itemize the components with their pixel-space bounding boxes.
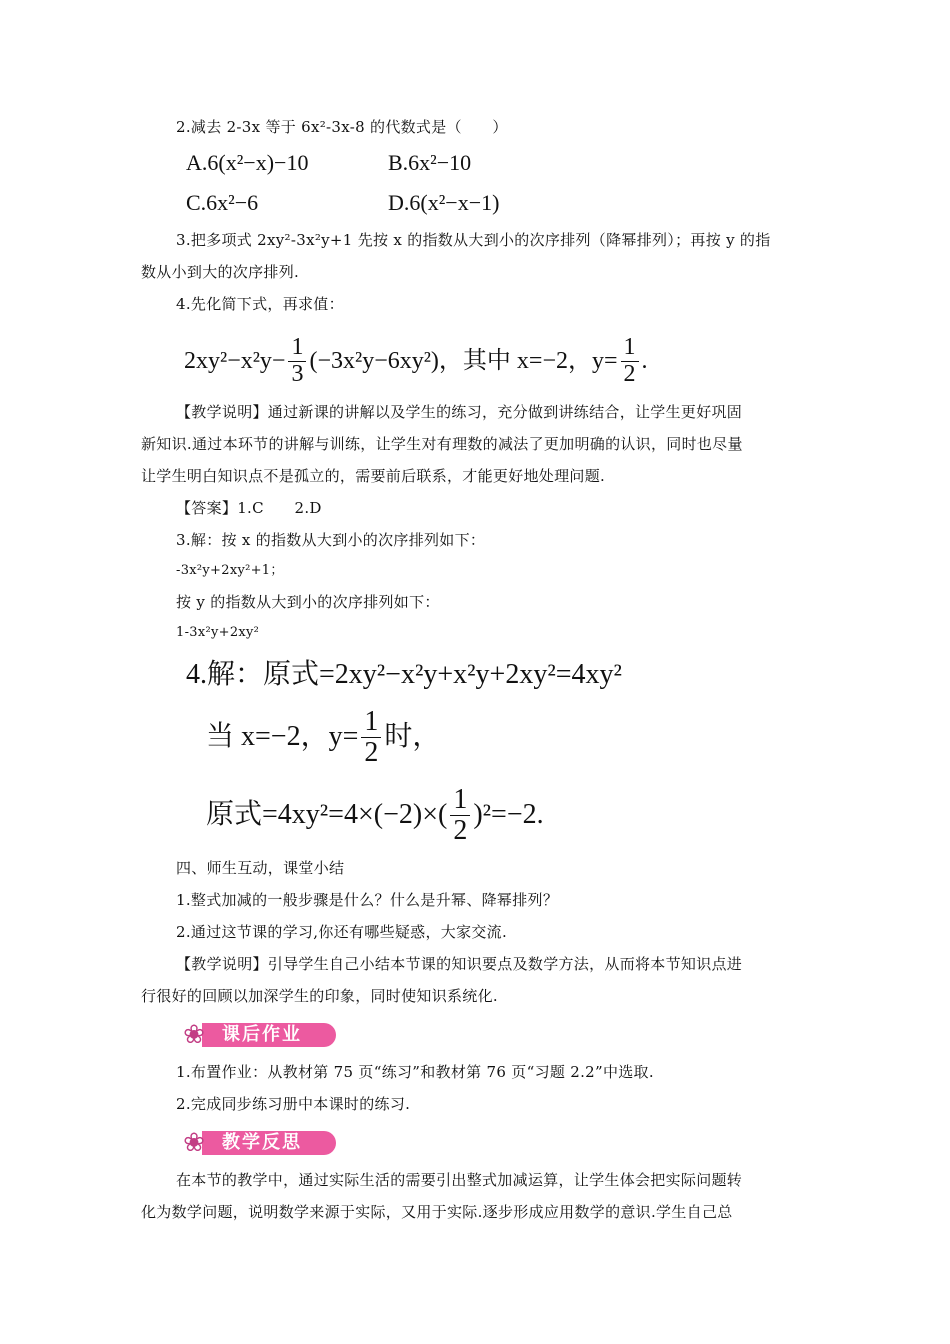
section4-line1: 1.整式加减的一般步骤是什么？什么是升幂、降幂排列？ [176,891,559,909]
q4-frac2-den: 2 [623,360,636,387]
sol4-line2 [206,702,440,772]
flower-pot-icon: ❀ [183,1128,205,1158]
sol4-line2-post: 时， [384,721,441,752]
q4-fraction-2 [621,335,639,386]
answers-line5: 1-3x²y+2xy² [176,625,260,640]
answers-line3: -3x²y+2xy²+1； [176,563,284,578]
note1-line3: 让学生明白知识点不是孤立的，需要前后联系，才能更好地处理问题. [141,467,606,485]
answers-line4: 按 y 的指数从大到小的次序排列如下： [176,593,440,611]
sol4-line2-pre: 当 x=−2，y= [206,721,359,752]
q4-text: 4.先化简下式，再求值： [176,295,344,313]
flower-pot-icon: ❀ [183,1020,205,1050]
reflection-line1: 在本节的教学中，通过实际生活的需要引出整式加减运算，让学生体会把实际问题转 [176,1171,743,1189]
q4-expr-mid: (−3x²y−6xy²)，其中 x=−2，y= [309,348,618,374]
homework-line2: 2.完成同步练习册中本课时的练习. [176,1095,411,1113]
note1-line1: 【教学说明】通过新课的讲解以及学生的练习，充分做到讲练结合，让学生更好巩固 [176,403,743,421]
sol4-line2-den: 2 [364,736,379,768]
note1-line2: 新知识.通过本环节的讲解与训练，让学生对有理数的减法了更加明确的认识，同时也尽量 [141,435,743,453]
section4-note-line2: 行很好的回顾以加深学生的印象，同时使知识系统化. [141,987,498,1005]
section4-title: 四、师生互动，课堂小结 [176,859,345,877]
reflection-line2: 化为数学问题，说明数学来源于实际，又用于实际.逐步形成应用数学的意识.学生自己总 [141,1203,733,1221]
homework-banner [174,1014,344,1054]
q4-expression [184,333,648,389]
sol4-line3-den: 2 [453,814,468,846]
reflection-banner-bar [202,1131,336,1155]
sol4-line3-fraction [450,785,470,845]
sol4-line3-num: 1 [450,785,470,815]
q3-line2: 数从小到大的次序排列. [141,263,300,281]
sol4-line2-fraction [361,707,381,767]
reflection-banner [174,1122,344,1162]
q4-frac1-num: 1 [288,335,306,361]
section4-note-line1: 【教学说明】引导学生自己小结本节课的知识要点及数学方法，从而将本节知识点进 [176,955,743,973]
homework-banner-title: 课后作业 [222,1024,302,1045]
q2-option-b: B.6x²−10 [388,150,472,175]
section4-line2: 2.通过这节课的学习,你还有哪些疑惑，大家交流. [176,923,508,941]
answers-line2: 3.解：按 x 的指数从大到小的次序排列如下： [176,531,486,549]
sol4-line2-num: 1 [361,707,381,737]
answers-line1: 【答案】1.C 2.D [176,499,322,517]
q4-expr-end: . [641,348,648,374]
sol4-line3-post: )²=−2. [473,799,544,830]
homework-banner-bar [202,1023,336,1047]
sol4-line1: 4.解：原式=2xy²−x²y+x²y+2xy²=4xy² [186,659,622,690]
sol4-line3 [206,780,544,850]
q4-fraction-1 [288,335,306,386]
q4-frac2-num: 1 [621,335,639,361]
homework-line1: 1.布置作业：从教材第 75 页“练习”和教材第 76 页“习题 2.2”中选取. [176,1063,654,1081]
q4-frac1-den: 3 [291,360,304,387]
q2-option-c: C.6x²−6 [186,190,259,215]
q3-line1: 3.把多项式 2xy²-3x²y+1 先按 x 的指数从大到小的次序排列（降幂排列）；再按 y 的指 [176,231,771,249]
q4-expr-pre: 2xy²−x²y− [184,348,286,374]
q2-option-d: D.6(x²−x−1) [388,190,500,215]
sol4-line3-pre: 原式=4xy²=4×(−2)×( [206,799,448,830]
q2-text: 2.减去 2-3x 等于 6x²-3x-8 的代数式是（ ） [176,118,508,136]
q2-option-a: A.6(x²−x)−10 [186,150,309,175]
reflection-banner-title: 教学反思 [222,1132,302,1153]
